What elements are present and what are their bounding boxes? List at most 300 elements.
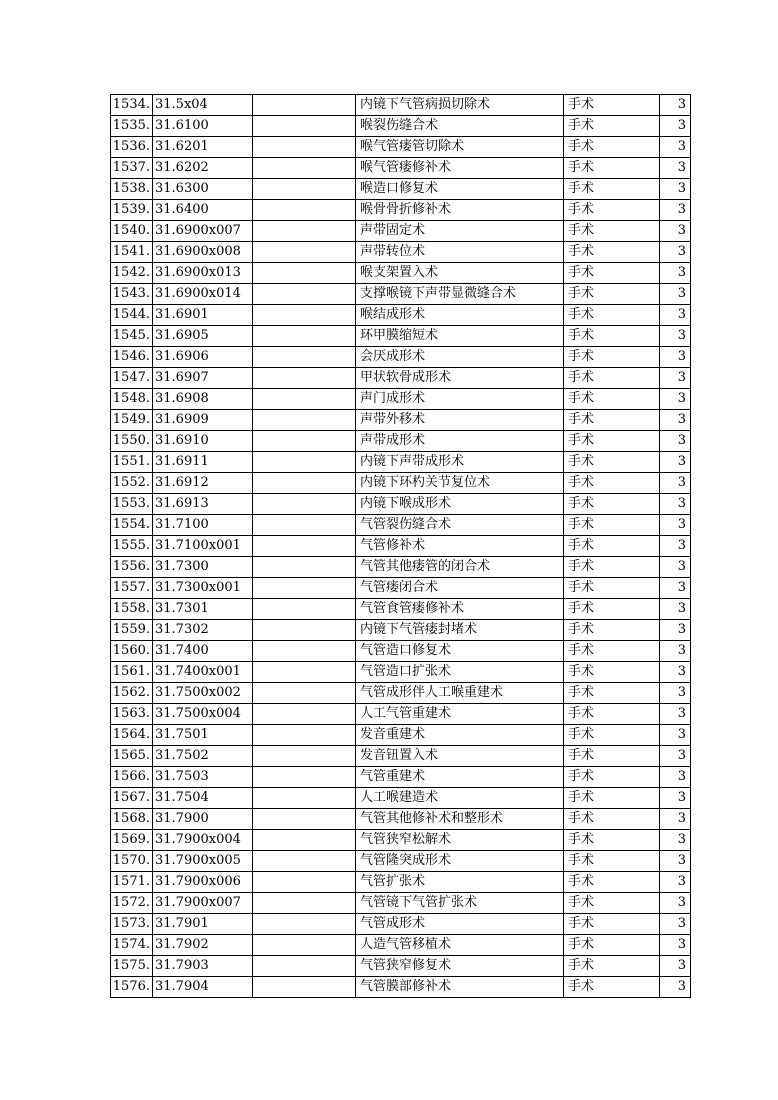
row-number: 1557. (111, 578, 153, 599)
procedure-grade: 3 (660, 935, 691, 956)
procedure-type: 手术 (564, 767, 660, 788)
procedure-name: 内镜下声带成形术 (356, 452, 564, 473)
row-number: 1537. (111, 158, 153, 179)
extra-code (253, 473, 356, 494)
table-row (111, 284, 691, 305)
extra-code (253, 893, 356, 914)
table-row (111, 431, 691, 452)
procedure-grade: 3 (660, 746, 691, 767)
extra-code (253, 116, 356, 137)
procedure-name: 支撑喉镜下声带显微缝合术 (356, 284, 564, 305)
procedure-grade: 3 (660, 704, 691, 725)
table-row (111, 389, 691, 410)
procedure-code: 31.6400 (153, 200, 253, 221)
procedure-grade: 3 (660, 347, 691, 368)
extra-code (253, 557, 356, 578)
row-number: 1548. (111, 389, 153, 410)
procedure-type: 手术 (564, 725, 660, 746)
procedure-type: 手术 (564, 347, 660, 368)
procedure-name: 人工气管重建术 (356, 704, 564, 725)
procedure-name: 喉裂伤缝合术 (356, 116, 564, 137)
extra-code (253, 536, 356, 557)
procedure-name: 会厌成形术 (356, 347, 564, 368)
procedure-type: 手术 (564, 452, 660, 473)
row-number: 1550. (111, 431, 153, 452)
extra-code (253, 179, 356, 200)
procedure-grade: 3 (660, 515, 691, 536)
procedure-name: 气管膜部修补术 (356, 977, 564, 998)
procedure-code: 31.7904 (153, 977, 253, 998)
procedure-grade: 3 (660, 200, 691, 221)
table-row (111, 116, 691, 137)
row-number: 1568. (111, 809, 153, 830)
procedure-code: 31.6910 (153, 431, 253, 452)
row-number: 1561. (111, 662, 153, 683)
procedure-code: 31.7900 (153, 809, 253, 830)
procedure-code: 31.7502 (153, 746, 253, 767)
row-number: 1540. (111, 221, 153, 242)
procedure-grade: 3 (660, 872, 691, 893)
extra-code (253, 200, 356, 221)
procedure-code: 31.6300 (153, 179, 253, 200)
procedure-grade: 3 (660, 662, 691, 683)
extra-code (253, 683, 356, 704)
procedure-name: 人造气管移植术 (356, 935, 564, 956)
table-row (111, 368, 691, 389)
procedure-code: 31.7902 (153, 935, 253, 956)
extra-code (253, 662, 356, 683)
procedure-grade: 3 (660, 221, 691, 242)
procedure-name: 气管修补术 (356, 536, 564, 557)
extra-code (253, 158, 356, 179)
procedure-type: 手术 (564, 137, 660, 158)
row-number: 1545. (111, 326, 153, 347)
procedure-type: 手术 (564, 788, 660, 809)
extra-code (253, 242, 356, 263)
table-row (111, 200, 691, 221)
procedure-name: 声带成形术 (356, 431, 564, 452)
procedure-name: 喉造口修复术 (356, 179, 564, 200)
procedure-grade: 3 (660, 410, 691, 431)
row-number: 1541. (111, 242, 153, 263)
extra-code (253, 914, 356, 935)
procedure-code: 31.7500x002 (153, 683, 253, 704)
table-row (111, 683, 691, 704)
table-row (111, 746, 691, 767)
procedure-grade: 3 (660, 788, 691, 809)
row-number: 1566. (111, 767, 153, 788)
procedure-grade: 3 (660, 389, 691, 410)
table-row (111, 830, 691, 851)
procedure-name: 声带固定术 (356, 221, 564, 242)
table-row (111, 956, 691, 977)
extra-code (253, 326, 356, 347)
procedure-code: 31.7300x001 (153, 578, 253, 599)
procedure-grade: 3 (660, 956, 691, 977)
procedure-type: 手术 (564, 263, 660, 284)
procedure-grade: 3 (660, 620, 691, 641)
procedure-name: 气管造口修复术 (356, 641, 564, 662)
table-row (111, 599, 691, 620)
procedure-type: 手术 (564, 977, 660, 998)
row-number: 1569. (111, 830, 153, 851)
table-row (111, 914, 691, 935)
procedure-grade: 3 (660, 725, 691, 746)
procedure-type: 手术 (564, 200, 660, 221)
procedure-code: 31.6907 (153, 368, 253, 389)
procedure-type: 手术 (564, 116, 660, 137)
procedure-code: 31.7504 (153, 788, 253, 809)
table-row (111, 767, 691, 788)
extra-code (253, 578, 356, 599)
procedure-code: 31.7300 (153, 557, 253, 578)
row-number: 1554. (111, 515, 153, 536)
procedure-code: 31.6913 (153, 494, 253, 515)
procedure-name: 人工喉建造术 (356, 788, 564, 809)
procedure-name: 内镜下环杓关节复位术 (356, 473, 564, 494)
row-number: 1551. (111, 452, 153, 473)
procedure-type: 手术 (564, 683, 660, 704)
table-row (111, 536, 691, 557)
procedure-name: 气管裂伤缝合术 (356, 515, 564, 536)
procedure-code: 31.7503 (153, 767, 253, 788)
procedure-name: 内镜下气管病损切除术 (356, 95, 564, 116)
procedure-type: 手术 (564, 956, 660, 977)
procedure-type: 手术 (564, 893, 660, 914)
procedure-grade: 3 (660, 893, 691, 914)
procedure-type: 手术 (564, 641, 660, 662)
procedure-code: 31.7501 (153, 725, 253, 746)
extra-code (253, 494, 356, 515)
procedure-grade: 3 (660, 830, 691, 851)
procedure-code: 31.7901 (153, 914, 253, 935)
procedure-type: 手术 (564, 935, 660, 956)
procedure-code: 31.6906 (153, 347, 253, 368)
extra-code (253, 368, 356, 389)
table-row (111, 221, 691, 242)
row-number: 1562. (111, 683, 153, 704)
extra-code (253, 872, 356, 893)
procedure-grade: 3 (660, 914, 691, 935)
procedure-code: 31.7100x001 (153, 536, 253, 557)
procedure-name: 喉支架置入术 (356, 263, 564, 284)
extra-code (253, 830, 356, 851)
table-row (111, 494, 691, 515)
procedure-code: 31.7400 (153, 641, 253, 662)
table-row (111, 893, 691, 914)
procedure-name: 喉骨骨折修补术 (356, 200, 564, 221)
procedure-code: 31.6900x013 (153, 263, 253, 284)
extra-code (253, 95, 356, 116)
table-row (111, 557, 691, 578)
procedure-grade: 3 (660, 809, 691, 830)
procedure-type: 手术 (564, 221, 660, 242)
row-number: 1563. (111, 704, 153, 725)
table-row (111, 242, 691, 263)
procedure-grade: 3 (660, 263, 691, 284)
extra-code (253, 389, 356, 410)
row-number: 1565. (111, 746, 153, 767)
procedure-code: 31.7500x004 (153, 704, 253, 725)
procedure-type: 手术 (564, 389, 660, 410)
table-row (111, 95, 691, 116)
procedure-grade: 3 (660, 683, 691, 704)
procedure-type: 手术 (564, 851, 660, 872)
procedure-code: 31.7900x006 (153, 872, 253, 893)
procedure-code: 31.6912 (153, 473, 253, 494)
procedure-code: 31.6100 (153, 116, 253, 137)
procedure-type: 手术 (564, 830, 660, 851)
procedure-code: 31.7100 (153, 515, 253, 536)
procedure-grade: 3 (660, 158, 691, 179)
extra-code (253, 641, 356, 662)
table-row (111, 326, 691, 347)
procedure-grade: 3 (660, 578, 691, 599)
procedure-type: 手术 (564, 914, 660, 935)
procedure-grade: 3 (660, 326, 691, 347)
row-number: 1564. (111, 725, 153, 746)
procedure-type: 手术 (564, 557, 660, 578)
procedure-name: 气管隆突成形术 (356, 851, 564, 872)
table-row (111, 452, 691, 473)
extra-code (253, 599, 356, 620)
procedure-name: 喉气管瘘修补术 (356, 158, 564, 179)
procedure-type: 手术 (564, 179, 660, 200)
table-row (111, 305, 691, 326)
procedure-name: 气管造口扩张术 (356, 662, 564, 683)
procedure-type: 手术 (564, 599, 660, 620)
table-row (111, 725, 691, 746)
procedure-grade: 3 (660, 977, 691, 998)
extra-code (253, 515, 356, 536)
procedure-grade: 3 (660, 431, 691, 452)
extra-code (253, 851, 356, 872)
table-row (111, 872, 691, 893)
table-row (111, 935, 691, 956)
extra-code (253, 725, 356, 746)
extra-code (253, 704, 356, 725)
procedure-type: 手术 (564, 410, 660, 431)
procedure-name: 气管食管瘘修补术 (356, 599, 564, 620)
row-number: 1572. (111, 893, 153, 914)
procedure-name: 气管其他修补术和整形术 (356, 809, 564, 830)
table-row (111, 347, 691, 368)
row-number: 1543. (111, 284, 153, 305)
procedure-code: 31.6900x008 (153, 242, 253, 263)
procedure-grade: 3 (660, 494, 691, 515)
procedure-type: 手术 (564, 473, 660, 494)
extra-code (253, 935, 356, 956)
procedure-type: 手术 (564, 326, 660, 347)
row-number: 1558. (111, 599, 153, 620)
procedure-name: 发音重建术 (356, 725, 564, 746)
table-row (111, 809, 691, 830)
procedure-type: 手术 (564, 431, 660, 452)
procedure-code: 31.6202 (153, 158, 253, 179)
row-number: 1552. (111, 473, 153, 494)
procedure-type: 手术 (564, 158, 660, 179)
table-row (111, 515, 691, 536)
procedure-type: 手术 (564, 536, 660, 557)
procedure-grade: 3 (660, 137, 691, 158)
procedure-name: 喉气管瘘管切除术 (356, 137, 564, 158)
procedure-type: 手术 (564, 578, 660, 599)
extra-code (253, 263, 356, 284)
procedure-name: 环甲膜缩短术 (356, 326, 564, 347)
row-number: 1534. (111, 95, 153, 116)
procedure-name: 气管重建术 (356, 767, 564, 788)
procedure-grade: 3 (660, 242, 691, 263)
row-number: 1535. (111, 116, 153, 137)
extra-code (253, 347, 356, 368)
procedure-grade: 3 (660, 305, 691, 326)
extra-code (253, 956, 356, 977)
procedure-code: 31.7900x007 (153, 893, 253, 914)
procedure-name: 气管狭窄修复术 (356, 956, 564, 977)
row-number: 1539. (111, 200, 153, 221)
table-row (111, 977, 691, 998)
procedure-code: 31.7302 (153, 620, 253, 641)
row-number: 1571. (111, 872, 153, 893)
procedure-type: 手术 (564, 494, 660, 515)
row-number: 1573. (111, 914, 153, 935)
procedure-code: 31.6905 (153, 326, 253, 347)
procedure-grade: 3 (660, 641, 691, 662)
procedure-type: 手术 (564, 662, 660, 683)
procedure-name: 气管成形伴人工喉重建术 (356, 683, 564, 704)
table-row (111, 473, 691, 494)
procedure-grade: 3 (660, 473, 691, 494)
procedure-type: 手术 (564, 305, 660, 326)
extra-code (253, 452, 356, 473)
extra-code (253, 788, 356, 809)
extra-code (253, 305, 356, 326)
procedure-type: 手术 (564, 620, 660, 641)
table-row (111, 851, 691, 872)
procedure-type: 手术 (564, 284, 660, 305)
procedure-code: 31.6901 (153, 305, 253, 326)
procedure-name: 气管镜下气管扩张术 (356, 893, 564, 914)
row-number: 1546. (111, 347, 153, 368)
extra-code (253, 284, 356, 305)
procedure-table (110, 94, 691, 998)
extra-code (253, 809, 356, 830)
procedure-type: 手术 (564, 242, 660, 263)
row-number: 1553. (111, 494, 153, 515)
procedure-grade: 3 (660, 599, 691, 620)
extra-code (253, 431, 356, 452)
row-number: 1575. (111, 956, 153, 977)
table-row (111, 578, 691, 599)
procedure-grade: 3 (660, 767, 691, 788)
procedure-name: 气管其他瘘管的闭合术 (356, 557, 564, 578)
table-row (111, 179, 691, 200)
procedure-type: 手术 (564, 704, 660, 725)
procedure-code: 31.6201 (153, 137, 253, 158)
procedure-code: 31.6900x014 (153, 284, 253, 305)
procedure-code: 31.6911 (153, 452, 253, 473)
row-number: 1560. (111, 641, 153, 662)
procedure-name: 内镜下气管瘘封堵术 (356, 620, 564, 641)
procedure-grade: 3 (660, 95, 691, 116)
procedure-grade: 3 (660, 116, 691, 137)
procedure-type: 手术 (564, 872, 660, 893)
table-row (111, 704, 691, 725)
procedure-type: 手术 (564, 746, 660, 767)
procedure-grade: 3 (660, 851, 691, 872)
row-number: 1544. (111, 305, 153, 326)
table-row (111, 641, 691, 662)
table-row (111, 788, 691, 809)
procedure-code: 31.7301 (153, 599, 253, 620)
row-number: 1576. (111, 977, 153, 998)
procedure-code: 31.5x04 (153, 95, 253, 116)
extra-code (253, 620, 356, 641)
procedure-table-body (111, 95, 691, 998)
procedure-code: 31.7900x005 (153, 851, 253, 872)
table-row (111, 158, 691, 179)
row-number: 1567. (111, 788, 153, 809)
procedure-grade: 3 (660, 179, 691, 200)
extra-code (253, 977, 356, 998)
row-number: 1538. (111, 179, 153, 200)
table-row (111, 263, 691, 284)
procedure-code: 31.6908 (153, 389, 253, 410)
procedure-name: 喉结成形术 (356, 305, 564, 326)
row-number: 1559. (111, 620, 153, 641)
procedure-type: 手术 (564, 95, 660, 116)
procedure-name: 声带转位术 (356, 242, 564, 263)
procedure-code: 31.7903 (153, 956, 253, 977)
extra-code (253, 410, 356, 431)
procedure-grade: 3 (660, 557, 691, 578)
procedure-name: 发音钮置入术 (356, 746, 564, 767)
procedure-grade: 3 (660, 536, 691, 557)
table-row (111, 620, 691, 641)
procedure-type: 手术 (564, 515, 660, 536)
procedure-name: 气管狭窄松解术 (356, 830, 564, 851)
procedure-grade: 3 (660, 284, 691, 305)
procedure-name: 甲状软骨成形术 (356, 368, 564, 389)
procedure-name: 气管扩张术 (356, 872, 564, 893)
row-number: 1556. (111, 557, 153, 578)
procedure-type: 手术 (564, 368, 660, 389)
procedure-name: 声带外移术 (356, 410, 564, 431)
extra-code (253, 221, 356, 242)
procedure-code: 31.7400x001 (153, 662, 253, 683)
table-row (111, 137, 691, 158)
procedure-code: 31.6900x007 (153, 221, 253, 242)
row-number: 1547. (111, 368, 153, 389)
procedure-name: 内镜下喉成形术 (356, 494, 564, 515)
procedure-code: 31.6909 (153, 410, 253, 431)
row-number: 1570. (111, 851, 153, 872)
procedure-grade: 3 (660, 368, 691, 389)
procedure-name: 气管瘘闭合术 (356, 578, 564, 599)
procedure-type: 手术 (564, 809, 660, 830)
extra-code (253, 137, 356, 158)
row-number: 1542. (111, 263, 153, 284)
extra-code (253, 767, 356, 788)
row-number: 1536. (111, 137, 153, 158)
procedure-code: 31.7900x004 (153, 830, 253, 851)
procedure-name: 声门成形术 (356, 389, 564, 410)
extra-code (253, 746, 356, 767)
row-number: 1549. (111, 410, 153, 431)
row-number: 1574. (111, 935, 153, 956)
procedure-name: 气管成形术 (356, 914, 564, 935)
row-number: 1555. (111, 536, 153, 557)
